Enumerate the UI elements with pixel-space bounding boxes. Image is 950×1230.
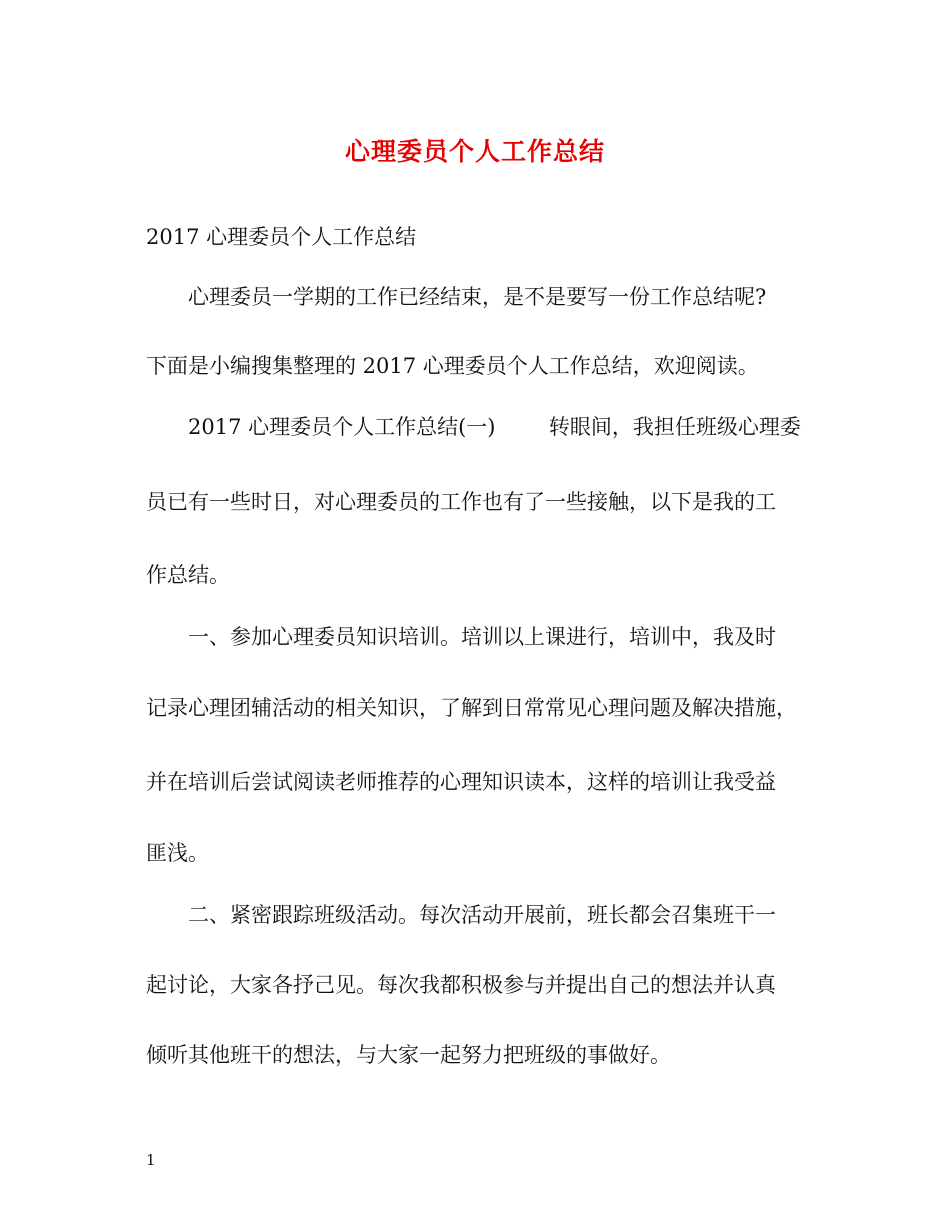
body-line: 二、紧密跟踪班级活动。每次活动开展前，班长都会召集班干一 <box>188 903 776 927</box>
body-line: 匪浅。 <box>146 841 209 865</box>
document-title: 心理委员个人工作总结 <box>344 137 605 166</box>
body-line: 作总结。 <box>146 563 230 587</box>
body-line: 下面是小编搜集整理的 2017 心理委员个人工作总结，欢迎阅读。 <box>146 354 759 378</box>
page-number: 1 <box>146 1151 156 1169</box>
body-line: 起讨论，大家各抒己见。每次我都积极参与并提出自己的想法并认真 <box>146 973 776 997</box>
body-line: 倾听其他班干的想法，与大家一起努力把班级的事做好。 <box>146 1043 671 1067</box>
document-subtitle: 2017 心理委员个人工作总结 <box>146 225 417 249</box>
body-line: 记录心理团辅活动的相关知识，了解到日常常见心理问题及解决措施， <box>146 696 797 720</box>
body-line: 心理委员一学期的工作已经结束，是不是要写一份工作总结呢? <box>188 285 767 309</box>
body-line: 并在培训后尝试阅读老师推荐的心理知识读本，这样的培训让我受益 <box>146 770 776 794</box>
body-line: 员已有一些时日，对心理委员的工作也有了一些接触，以下是我的工 <box>146 490 776 514</box>
body-line: 2017 心理委员个人工作总结(一) 转眼间，我担任班级心理委 <box>188 415 801 439</box>
body-line: 一、参加心理委员知识培训。培训以上课进行，培训中，我及时 <box>188 625 776 649</box>
